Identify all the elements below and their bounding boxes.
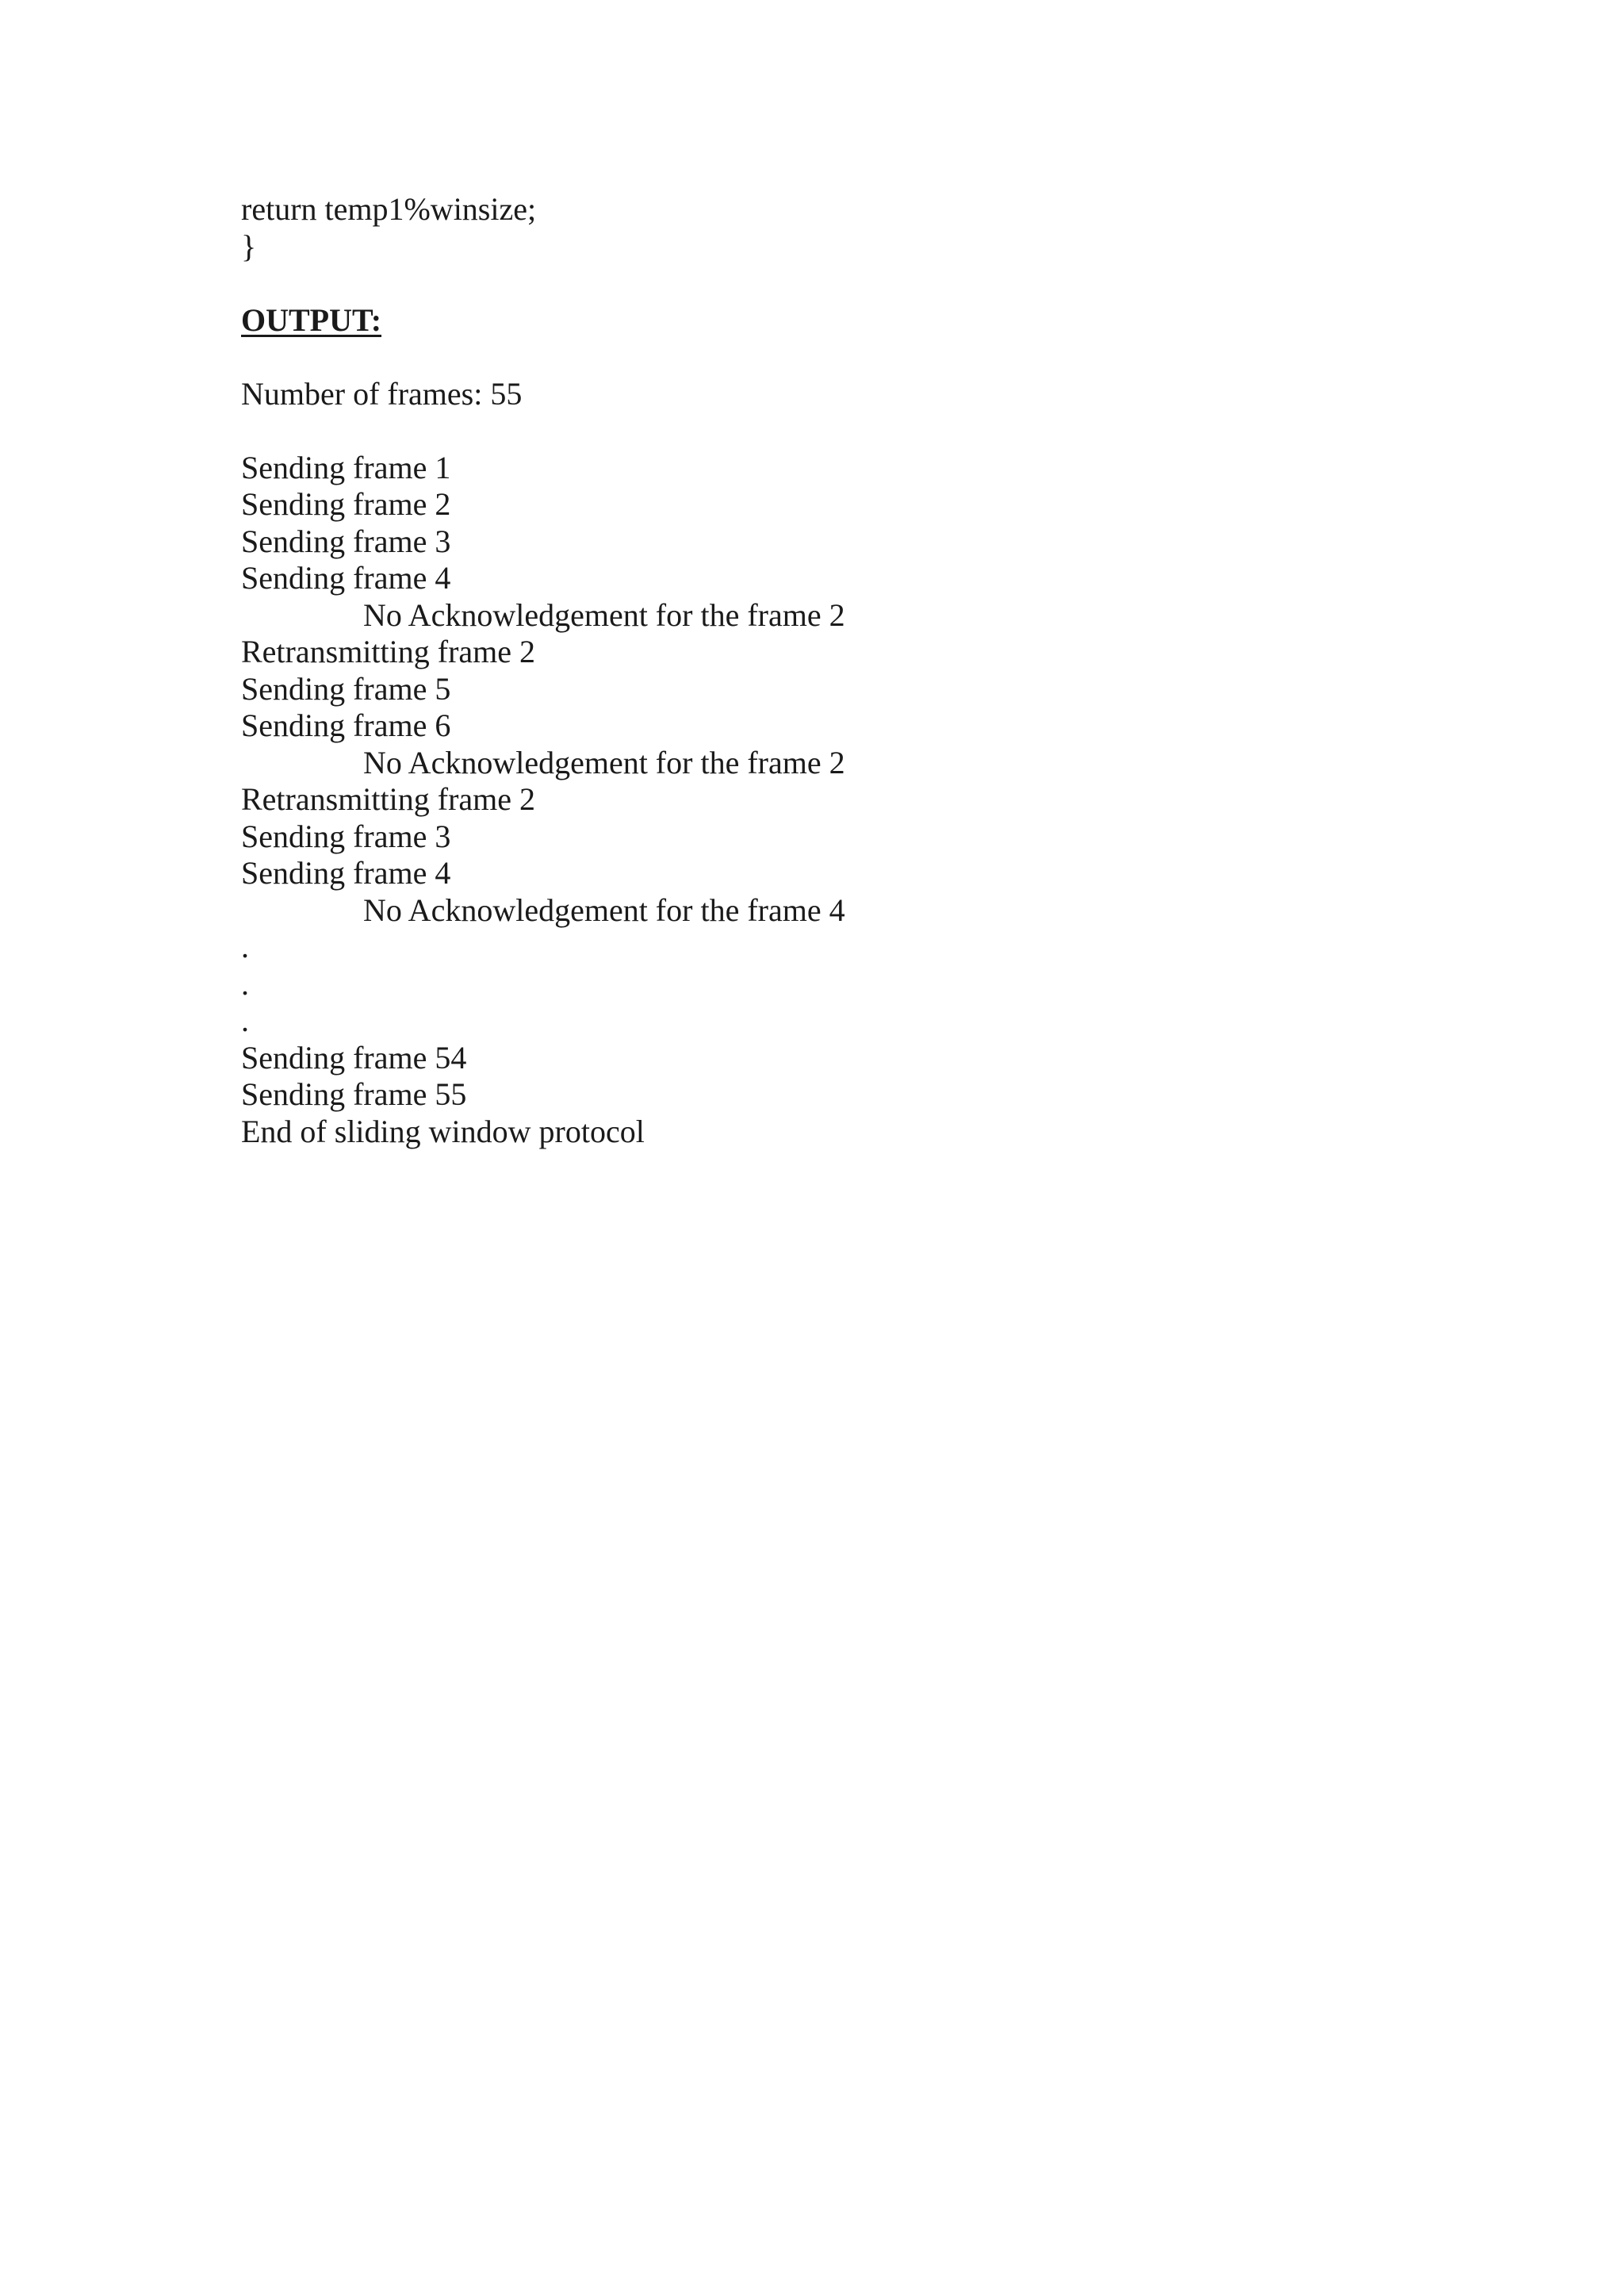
code-line: } [241, 228, 257, 264]
code-line: return temp1%winsize; [241, 191, 537, 227]
blank-line [241, 339, 1431, 376]
output-line: Retransmitting frame 2 [241, 781, 536, 817]
output-line: Sending frame 1 [241, 449, 451, 485]
output-line: Sending frame 5 [241, 670, 451, 707]
output-line: . [241, 965, 249, 1002]
blank-line [241, 412, 1431, 450]
output-line: Sending frame 3 [241, 523, 451, 559]
output-line: End of sliding window protocol [241, 1113, 645, 1149]
output-line: . [241, 929, 249, 964]
ack-message-line: No Acknowledgement for the frame 4 [363, 892, 845, 928]
document-content [241, 191, 1431, 1150]
output-line: Retransmitting frame 2 [241, 634, 536, 669]
output-log [241, 450, 1431, 1151]
output-line: Sending frame 55 [241, 1076, 467, 1112]
output-line: Sending frame 4 [241, 855, 451, 891]
output-heading: OUTPUT: [241, 301, 382, 338]
ack-message-line: No Acknowledgement for the frame 2 [363, 596, 845, 633]
output-line: Sending frame 3 [241, 818, 451, 854]
output-line: . [241, 1003, 249, 1038]
ack-message-line: No Acknowledgement for the frame 2 [363, 744, 845, 780]
output-line: Sending frame 4 [241, 560, 451, 596]
frames-count-line: Number of frames: 55 [241, 375, 523, 412]
output-line: Sending frame 6 [241, 707, 451, 743]
output-line: Sending frame 2 [241, 486, 451, 522]
output-line: Sending frame 54 [241, 1039, 467, 1076]
blank-line [241, 265, 1431, 302]
